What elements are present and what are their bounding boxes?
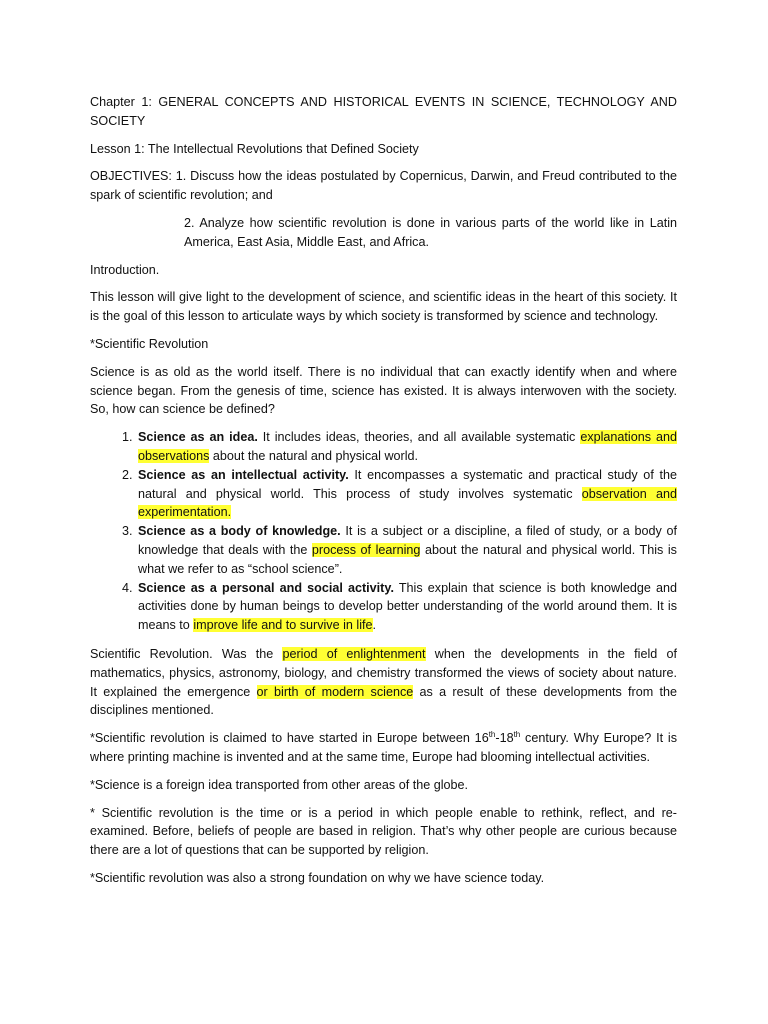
paragraph-text: Scientific Revolution. Was the xyxy=(90,646,283,661)
lesson-title: Lesson 1: The Intellectual Revolutions that Defined Society xyxy=(90,141,419,156)
paragraph-text: *Scientific revolution is claimed to have started in Europe between 16 xyxy=(90,731,489,746)
note-foreign-idea: *Science is a foreign idea transported from other areas of the globe. xyxy=(90,777,469,792)
superscript: th xyxy=(513,730,521,740)
highlighted-text: observation and experimentation. xyxy=(138,486,677,520)
highlighted-text: improve life and to survive in life xyxy=(193,618,373,633)
revolution-paragraph xyxy=(90,645,677,720)
scientific-revolution-body: Science is as old as the world itself. There is no individual that can exactly identify when and where science began. From the genesis of time, science has existed. It is always interwoven with the society. So, how can science be defined? xyxy=(90,364,677,417)
definition-item xyxy=(136,428,677,466)
definition-text: . xyxy=(372,618,377,633)
definition-item xyxy=(136,579,677,635)
highlighted-text: period of enlightenment xyxy=(282,646,426,661)
paragraph-text: when the developments in the field of mathematics, physics, astronomy, biology, and chemistry transformed the views of society about nature. It explained the emergence xyxy=(90,646,677,699)
definition-item xyxy=(136,522,677,578)
objective-2: 2. Analyze how scientific revolution is done in various parts of the world like in Latin America, East Asia, Middle East, and Africa. xyxy=(184,215,677,249)
highlighted-text: explanations and observations xyxy=(138,430,677,463)
paragraph-text: as a result of these developments from the disciplines mentioned. xyxy=(90,684,677,718)
europe-paragraph xyxy=(90,729,677,767)
introduction-body: This lesson will give light to the development of science, and scientific ideas in the heart of this society. It is the goal of this lesson to articulate ways by which society is transformed by science and technology. xyxy=(90,290,677,324)
objective-1: OBJECTIVES: 1. Discuss how the ideas postulated by Copernicus, Darwin, and Freud contributed to the spark of scientific revolution; and xyxy=(90,169,677,203)
definition-text: This explain that science is both knowledge and activities done by human beings to develop better understanding of the world around them. It is means to xyxy=(138,580,677,633)
highlighted-text: or birth of modern science xyxy=(256,684,414,699)
chapter-title: Chapter 1: GENERAL CONCEPTS AND HISTORICAL EVENTS IN SCIENCE, TECHNOLOGY AND SOCIETY xyxy=(90,95,677,128)
note-rethink-period: * Scientific revolution is the time or is a period in which people enable to rethink, reflect, and re-examined. Before, beliefs of people are based in religion. That’s why other people are curious because there are a lot of questions that can be supported by religion. xyxy=(90,805,677,858)
definition-text: It includes ideas, theories, and all available systematic xyxy=(257,430,581,445)
superscript: th xyxy=(488,730,496,740)
paragraph-text: -18 xyxy=(495,731,514,746)
definition-item xyxy=(136,466,677,522)
scientific-revolution-heading: *Scientific Revolution xyxy=(90,336,209,351)
definition-title: Science as a personal and social activity. xyxy=(138,580,394,595)
definition-title: Science as an intellectual activity. xyxy=(138,467,349,482)
definition-title: Science as an idea. xyxy=(138,430,258,445)
highlighted-text: process of learning xyxy=(311,542,421,557)
definition-title: Science as a body of knowledge. xyxy=(138,524,341,539)
definition-text: about the natural and physical world. xyxy=(209,448,419,463)
introduction-heading: Introduction. xyxy=(90,262,160,277)
definition-text: It encompasses a systematic and practical study of the natural and physical world. This process of study involves systematic xyxy=(138,467,677,501)
note-foundation: *Scientific revolution was also a strong foundation on why we have science today. xyxy=(90,870,545,885)
paragraph-text: century. Why Europe? It is where printing machine is invented and at the same time, Europe had blooming intellectual activities. xyxy=(90,731,677,764)
definition-text: about the natural and physical world. This is what we refer to as “school science”. xyxy=(138,542,677,576)
science-definitions-list xyxy=(90,428,677,635)
document-page xyxy=(90,93,677,897)
definition-text: It is a subject or a discipline, a filed of study, or a body of knowledge that deals with the xyxy=(138,524,677,557)
